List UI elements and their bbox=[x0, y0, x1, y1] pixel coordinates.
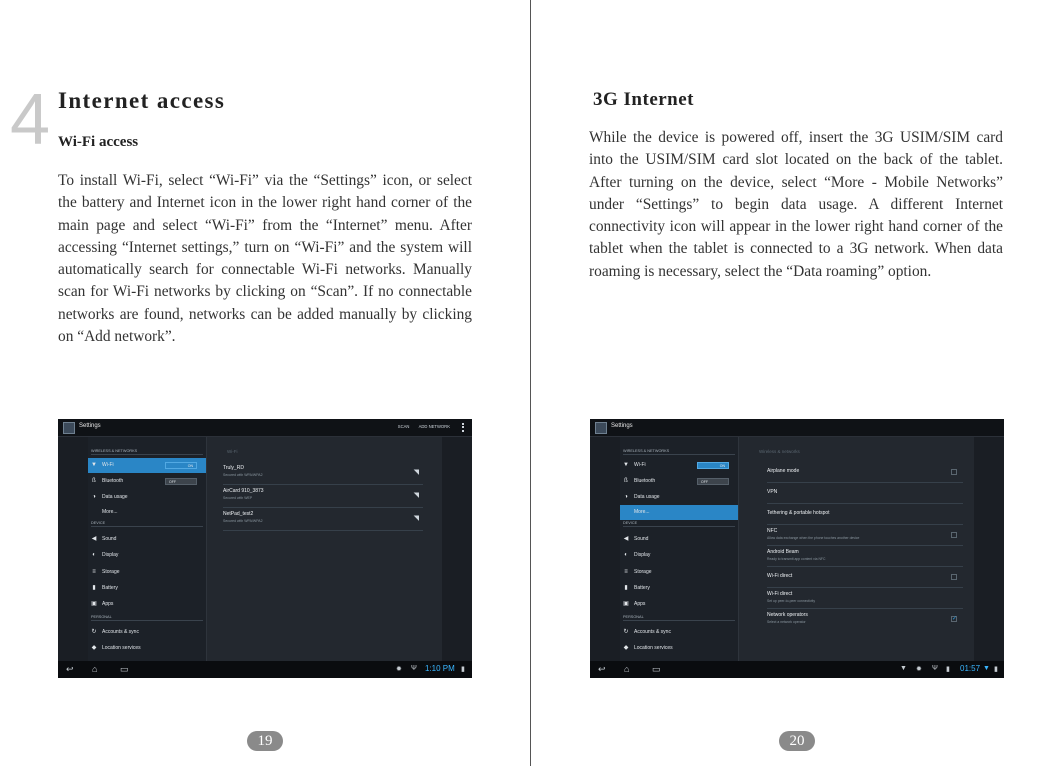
row-title: Android Beam bbox=[767, 549, 799, 555]
display-icon: ◐ bbox=[624, 552, 628, 558]
row-summary: Set up peer-to-peer connectivity bbox=[767, 599, 816, 603]
settings-item-label: Apps bbox=[102, 601, 114, 607]
settings-item-accounts[interactable] bbox=[88, 625, 206, 640]
group-label-personal: PERSONAL bbox=[91, 615, 203, 621]
status-clock: 1:10 PM bbox=[425, 664, 455, 673]
sim-icon: ▮ bbox=[946, 666, 950, 673]
row-summary: Ready to transmit app content via NFC bbox=[767, 557, 826, 561]
section-title-3g: 3G Internet bbox=[593, 89, 695, 110]
settings-item-label: Accounts & sync bbox=[634, 629, 671, 635]
settings-item-location[interactable] bbox=[620, 641, 738, 656]
right-page bbox=[531, 0, 1062, 766]
wifi-settings-screenshot bbox=[58, 419, 472, 678]
settings-item-label: More... bbox=[634, 509, 650, 515]
recent-apps-icon[interactable]: ▭ bbox=[120, 664, 129, 674]
setting-row-network-operators[interactable] bbox=[767, 610, 963, 630]
settings-item-label: Apps bbox=[634, 601, 646, 607]
network-security: Secured with WPA/WPA2 bbox=[223, 519, 263, 523]
wifi-network-pane bbox=[206, 437, 442, 661]
wifi-status-icon: ▼ bbox=[983, 665, 990, 672]
network-security: Secured with WPA/WPA2 bbox=[223, 473, 263, 477]
settings-item-label: Battery bbox=[634, 585, 650, 591]
settings-item-wifi[interactable] bbox=[620, 458, 738, 473]
bluetooth-icon: ß bbox=[624, 478, 628, 484]
settings-item-label: Storage bbox=[634, 569, 652, 575]
3g-body-text: While the device is powered off, insert the 3G USIM/SIM card into the USIM/SIM card slot located on the back of the tablet. After turning on the device, select “More - Mobile Networks” under “Settings” to begin data usage. A different Internet connectivity icon will appear in the lower right hand corner of the tablet when the tablet is connected to a 3G network. When data roaming is necessary, select the “Data roaming” option. bbox=[589, 129, 1003, 280]
wifi-body-text: To install Wi-Fi, select “Wi-Fi” via the “Settings” icon, or select the battery and Internet icon in the lower right hand corner of the main page and select “Wi-Fi” from the “Internet” menu. After accessing “Internet settings,” turn on “Wi-Fi” and the system will automatically search for connectable Wi-Fi networks. Manually scan for Wi-Fi networks by clicking on “Scan”. If no connectable networks are found, networks can be added manually by clicking on “Add network”. bbox=[58, 172, 472, 346]
page-number: 19 bbox=[247, 731, 283, 751]
toggle-label: ON bbox=[187, 464, 193, 468]
android-debug-icon: ✹ bbox=[396, 666, 402, 673]
wifi-signal-icon: ◥ bbox=[413, 469, 419, 476]
settings-item-label: Storage bbox=[102, 569, 120, 575]
settings-item-storage[interactable] bbox=[88, 565, 206, 580]
setting-row-android-beam[interactable] bbox=[767, 547, 963, 567]
row-title: Tethering & portable hotspot bbox=[767, 510, 830, 516]
action-bar bbox=[58, 419, 472, 437]
apps-icon: ▣ bbox=[91, 601, 97, 607]
apps-icon: ▣ bbox=[623, 601, 629, 607]
toggle-label: OFF bbox=[169, 480, 176, 484]
setting-row-vpn[interactable] bbox=[767, 484, 963, 504]
location-icon: ◆ bbox=[623, 645, 629, 651]
system-navbar bbox=[590, 661, 1004, 678]
wifi-icon: ▼ bbox=[623, 462, 629, 468]
sync-icon: ↻ bbox=[91, 629, 97, 635]
toggle-label: OFF bbox=[701, 480, 708, 484]
nfc-checkbox[interactable] bbox=[951, 532, 957, 538]
settings-item-apps[interactable] bbox=[88, 597, 206, 612]
airplane-mode-checkbox[interactable] bbox=[951, 469, 957, 475]
toggle-label: ON bbox=[719, 464, 725, 468]
pane-header: Wi-Fi bbox=[227, 449, 238, 454]
chapter-title: Internet access bbox=[58, 88, 226, 113]
action-bar bbox=[590, 419, 1004, 437]
settings-item-sound[interactable] bbox=[620, 532, 738, 547]
network-name: AirCard 910_3873 bbox=[223, 488, 264, 494]
chapter-number: 4 bbox=[10, 80, 51, 160]
settings-item-label: Bluetooth bbox=[634, 478, 656, 484]
action-buttons bbox=[390, 424, 450, 429]
page-number: 20 bbox=[779, 731, 815, 751]
battery-icon: ▮ bbox=[92, 585, 96, 591]
network-name: Truly_RD bbox=[223, 465, 244, 471]
status-clock: 01:57 bbox=[960, 664, 981, 673]
row-summary: Select a network operator bbox=[767, 620, 806, 624]
overflow-menu-icon[interactable] bbox=[462, 423, 464, 432]
sound-icon: ◀ bbox=[623, 536, 629, 542]
home-icon[interactable]: ⌂ bbox=[92, 664, 98, 674]
settings-item-sound[interactable] bbox=[88, 532, 206, 547]
settings-item-apps[interactable] bbox=[620, 597, 738, 612]
sound-icon: ◀ bbox=[91, 536, 97, 542]
storage-icon: ≡ bbox=[92, 569, 96, 575]
bluetooth-toggle[interactable] bbox=[165, 478, 197, 485]
row-title: Network operators bbox=[767, 612, 808, 618]
settings-item-location[interactable] bbox=[88, 641, 206, 656]
network-item[interactable] bbox=[223, 509, 423, 531]
settings-item-label: Location services bbox=[102, 645, 141, 651]
app-title: Settings bbox=[611, 423, 633, 429]
settings-item-label: Data usage bbox=[102, 494, 128, 500]
pane-header: Wireless & networks bbox=[759, 449, 800, 454]
system-navbar bbox=[58, 661, 472, 678]
settings-category-list bbox=[620, 437, 738, 661]
network-item[interactable] bbox=[223, 463, 423, 485]
wifi-signal-icon: ◥ bbox=[413, 515, 419, 522]
group-label-personal: PERSONAL bbox=[623, 615, 735, 621]
settings-item-more[interactable] bbox=[620, 505, 738, 520]
bluetooth-icon: ß bbox=[92, 478, 96, 484]
settings-item-label: Bluetooth bbox=[102, 478, 124, 484]
battery-icon: ▮ bbox=[624, 585, 628, 591]
sync-icon: ↻ bbox=[623, 629, 629, 635]
battery-status-icon: ▮ bbox=[461, 666, 465, 673]
group-label-device: DEVICE bbox=[91, 521, 203, 527]
settings-item-label: Sound bbox=[634, 536, 649, 542]
add-network-button[interactable]: ADD NETWORK bbox=[418, 424, 450, 429]
settings-item-wifi[interactable] bbox=[88, 458, 206, 473]
settings-category-list bbox=[88, 437, 206, 661]
section-title-wifi: Wi-Fi access bbox=[58, 134, 139, 150]
row-title: Wi-Fi direct bbox=[767, 591, 793, 597]
wifi-direct-checkbox[interactable] bbox=[951, 574, 957, 580]
scan-button[interactable]: SCAN bbox=[397, 424, 410, 429]
settings-item-battery[interactable] bbox=[620, 581, 738, 596]
network-operators-checkbox[interactable]: ✓ bbox=[952, 616, 958, 622]
back-icon[interactable]: ↩ bbox=[66, 664, 74, 674]
usb-icon: Ψ bbox=[932, 665, 938, 672]
wifi-toggle[interactable] bbox=[165, 462, 197, 469]
settings-app-icon bbox=[595, 422, 607, 434]
settings-item-label: Sound bbox=[102, 536, 117, 542]
group-label-wireless: WIRELESS & NETWORKS bbox=[623, 449, 735, 455]
wireless-settings-screenshot bbox=[590, 419, 1004, 678]
settings-item-display[interactable] bbox=[88, 548, 206, 563]
settings-item-more[interactable] bbox=[88, 505, 206, 520]
home-icon[interactable]: ⌂ bbox=[624, 664, 630, 674]
row-title: Airplane mode bbox=[767, 468, 800, 474]
group-label-device: DEVICE bbox=[623, 521, 735, 527]
settings-item-label: Accounts & sync bbox=[102, 629, 139, 635]
bluetooth-toggle[interactable] bbox=[697, 478, 729, 485]
row-summary: Allow data exchange when the phone touches another device bbox=[767, 536, 860, 540]
android-debug-icon: ✹ bbox=[916, 666, 922, 673]
row-title: NFC bbox=[767, 528, 778, 534]
data-usage-icon: ◑ bbox=[624, 494, 628, 500]
usb-icon: Ψ bbox=[411, 665, 417, 672]
settings-item-data-usage[interactable] bbox=[88, 490, 206, 505]
settings-item-storage[interactable] bbox=[620, 565, 738, 580]
display-icon: ◐ bbox=[92, 552, 96, 558]
settings-item-label: Wi-Fi bbox=[634, 462, 646, 468]
alert-icon: ▼ bbox=[900, 665, 907, 672]
network-security: Secured with WEP bbox=[223, 496, 253, 500]
settings-item-label: Wi-Fi bbox=[102, 462, 114, 468]
settings-item-label: Data usage bbox=[634, 494, 660, 500]
settings-item-accounts[interactable] bbox=[620, 625, 738, 640]
wifi-toggle[interactable] bbox=[697, 462, 729, 469]
network-item[interactable] bbox=[223, 486, 423, 508]
settings-item-label: Location services bbox=[634, 645, 673, 651]
data-usage-icon: ◑ bbox=[92, 494, 96, 500]
left-page bbox=[0, 0, 530, 766]
settings-item-label: More... bbox=[102, 509, 118, 515]
settings-item-label: Display bbox=[634, 552, 651, 558]
wifi-icon: ▼ bbox=[91, 462, 97, 468]
settings-item-label: Battery bbox=[102, 585, 118, 591]
location-icon: ◆ bbox=[91, 645, 97, 651]
wifi-signal-icon: ◥ bbox=[413, 492, 419, 499]
app-title: Settings bbox=[79, 423, 101, 429]
setting-row-nfc[interactable] bbox=[767, 526, 963, 546]
settings-item-bluetooth[interactable] bbox=[88, 474, 206, 489]
settings-app-icon bbox=[63, 422, 75, 434]
recent-apps-icon[interactable]: ▭ bbox=[652, 664, 661, 674]
wireless-networks-pane bbox=[738, 437, 974, 661]
setting-row-wifi-direct[interactable] bbox=[767, 589, 963, 609]
row-title: Wi-Fi direct bbox=[767, 573, 793, 579]
storage-icon: ≡ bbox=[624, 569, 628, 575]
settings-item-bluetooth[interactable] bbox=[620, 474, 738, 489]
settings-item-battery[interactable] bbox=[88, 581, 206, 596]
settings-item-display[interactable] bbox=[620, 548, 738, 563]
setting-row-airplane-mode[interactable] bbox=[767, 463, 963, 483]
back-icon[interactable]: ↩ bbox=[598, 664, 606, 674]
setting-row-tethering[interactable] bbox=[767, 505, 963, 525]
setting-row-wifi-direct-toggle[interactable] bbox=[767, 568, 963, 588]
network-name: NetPad_test2 bbox=[223, 511, 254, 517]
battery-status-icon: ▮ bbox=[994, 666, 998, 673]
settings-item-label: Display bbox=[102, 552, 119, 558]
group-label-wireless: WIRELESS & NETWORKS bbox=[91, 449, 203, 455]
settings-item-data-usage[interactable] bbox=[620, 490, 738, 505]
row-title: VPN bbox=[767, 489, 778, 495]
